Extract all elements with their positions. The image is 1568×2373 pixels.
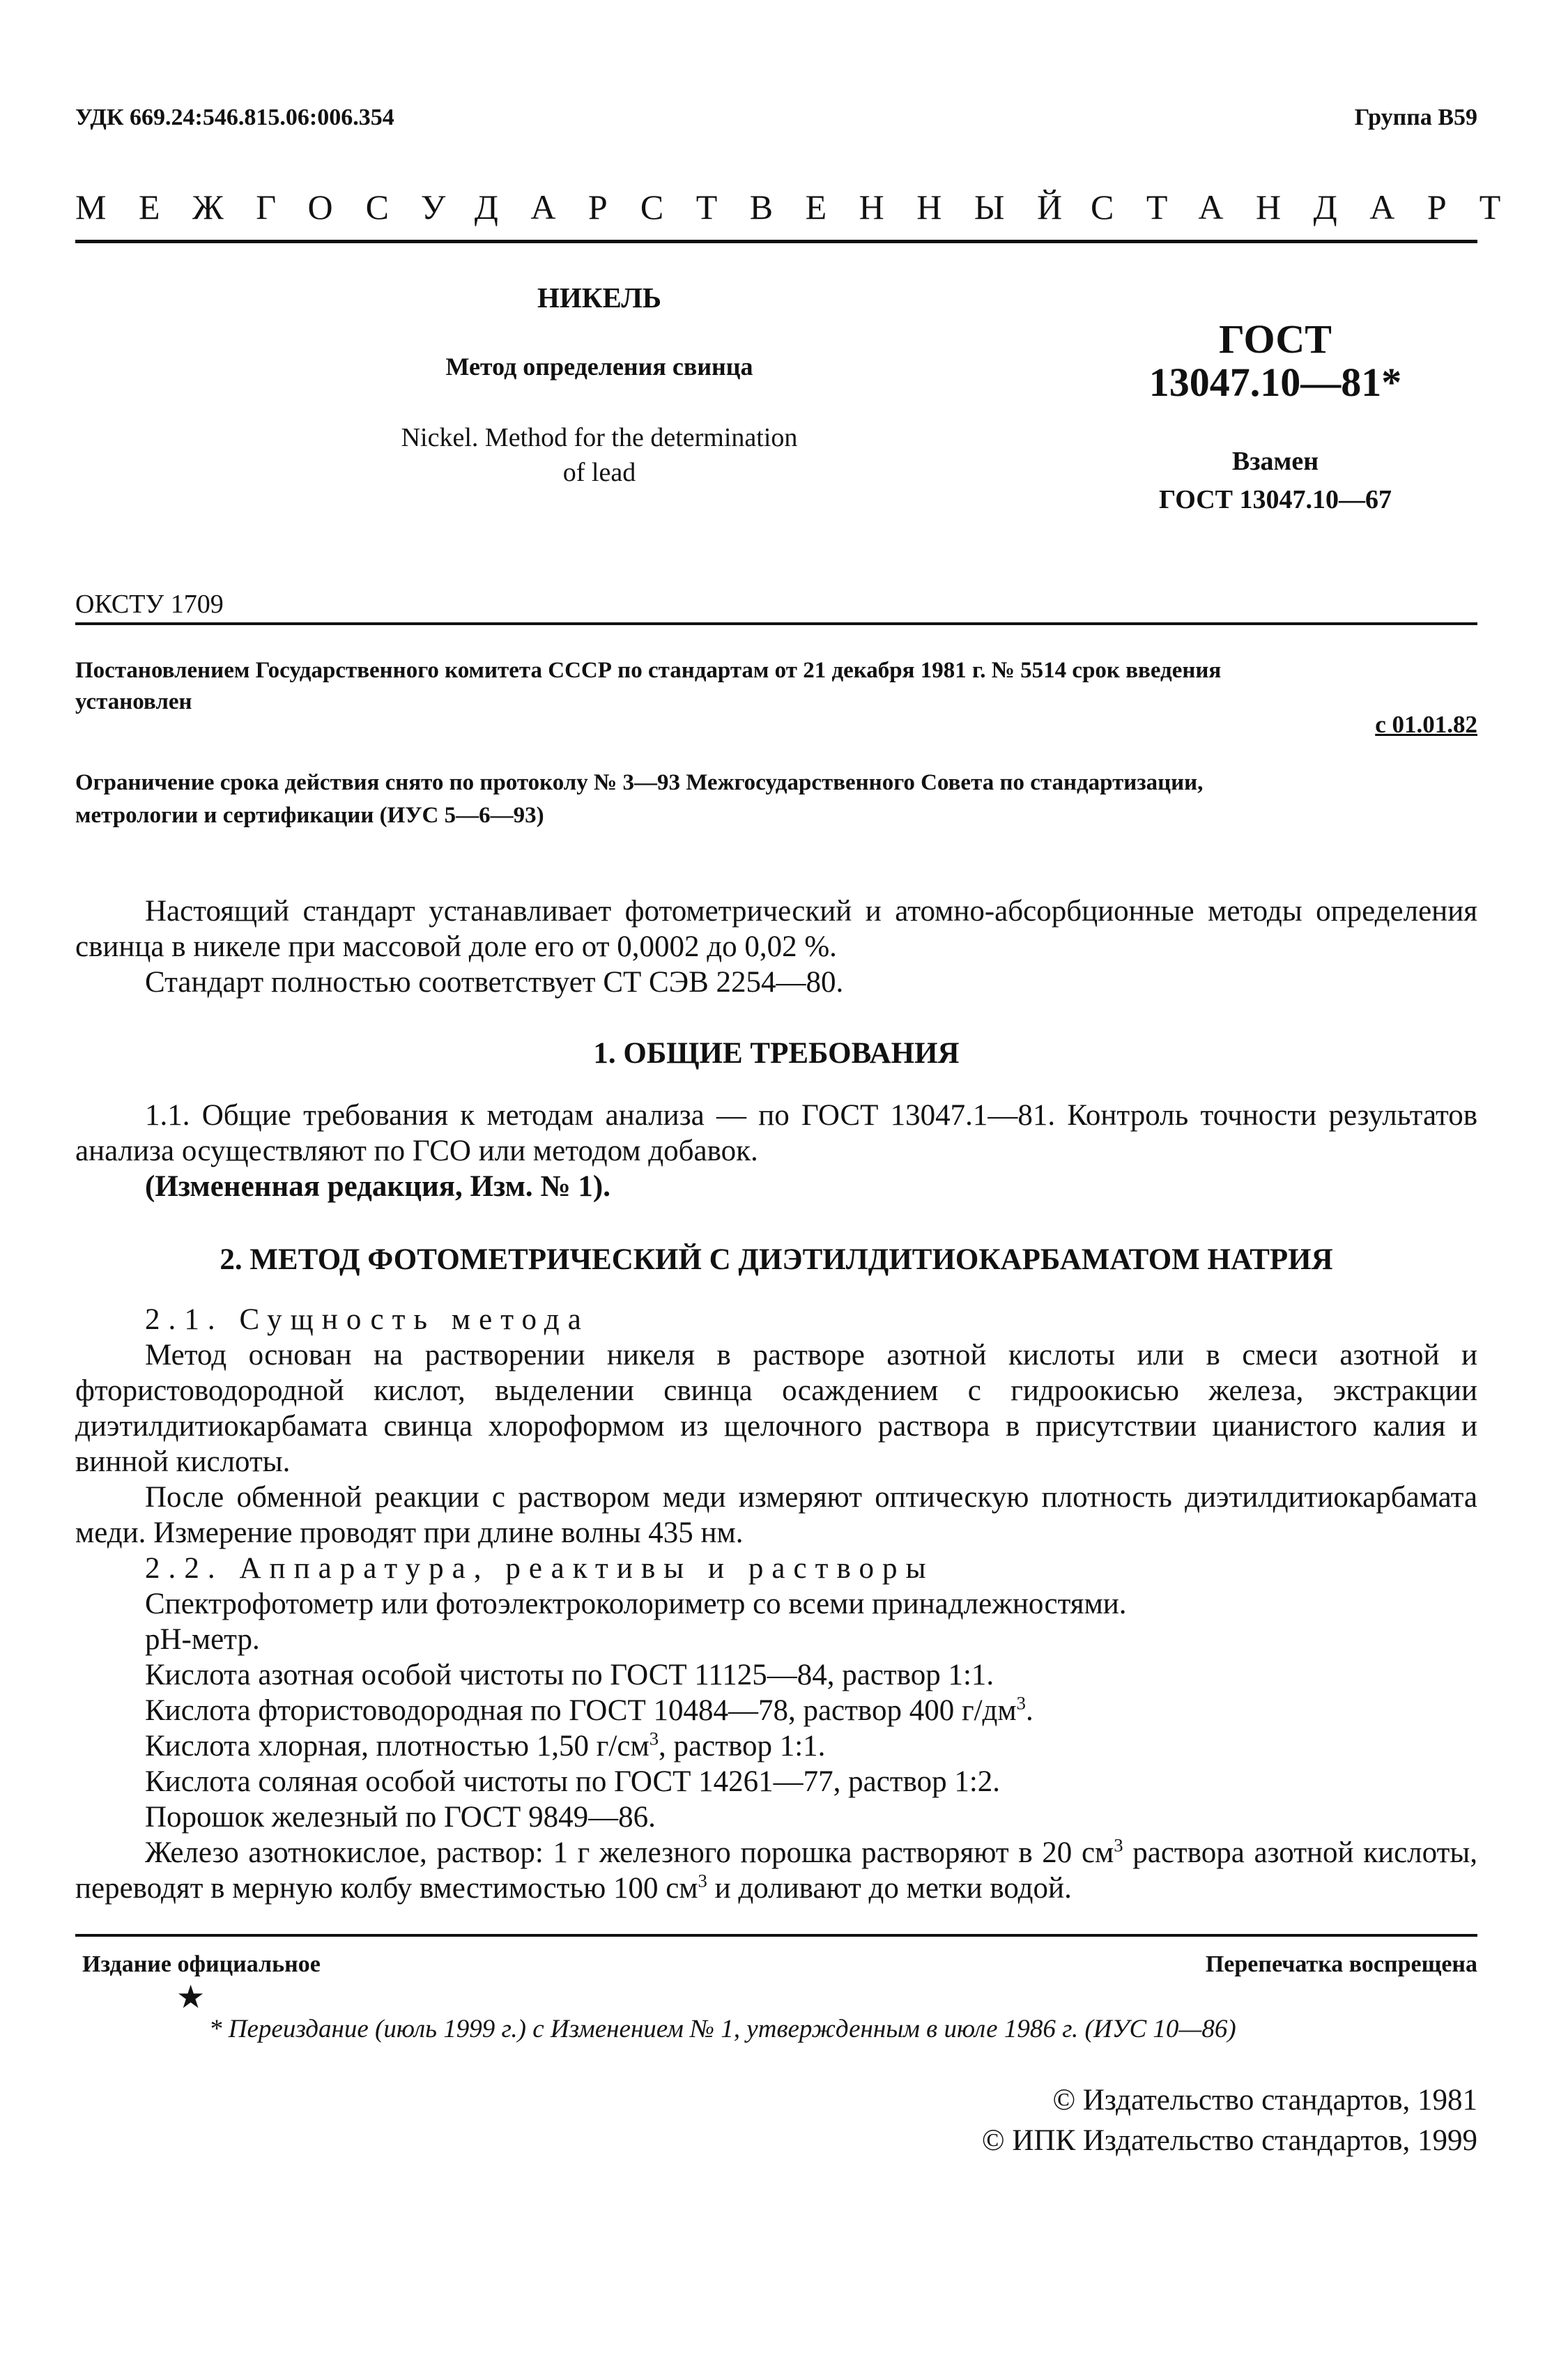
section2-body bbox=[75, 1302, 1477, 1906]
subsection-2-2-title: 2.2. Аппаратура, реактивы и растворы bbox=[145, 1552, 935, 1585]
star-icon: ★ bbox=[176, 1978, 206, 2015]
reagent-item: Спектрофотометр или фотоэлектроколориметр со всеми принадлежностями. bbox=[145, 1588, 1127, 1620]
decree-line2: установлен bbox=[75, 689, 192, 714]
replaces-label: Взамен bbox=[1231, 447, 1319, 476]
reissue-note: * Переиздание (июль 1999 г.) с Изменением № 1, утвержденным в июле 1986 г. (ИУС 10—86) bbox=[209, 2015, 1236, 2043]
iron-nitrate-solution bbox=[75, 1835, 1477, 1906]
copyright-1999: © ИПК Издательство стандартов, 1999 bbox=[981, 2124, 1477, 2157]
method-principle: Метод основан на растворении никеля в растворе азотной кислоты или в смеси азотной и фтористоводородной кислот, выделении свинца осаждением с гидроокисью железа, экстракции диэтилдитиокарбамата свинца хлороформом из щелочного раствора в присутствии цианистого калия и винной кислоты. bbox=[75, 1339, 1477, 1478]
banner-rule bbox=[75, 240, 1477, 243]
section1-amendment: (Измененная редакция, Изм. № 1). bbox=[145, 1170, 610, 1203]
reagent-item: Кислота азотная особой чистоты по ГОСТ 11125—84, раствор 1:1. bbox=[145, 1659, 994, 1691]
group-code: Группа В59 bbox=[1354, 105, 1477, 130]
restriction-line2: метрологии и сертификации (ИУС 5—6—93) bbox=[75, 803, 544, 828]
reagent-text: Кислота хлорная, плотностью 1,50 г/см bbox=[145, 1730, 650, 1763]
document-subtitle: Метод определения свинца bbox=[445, 353, 753, 381]
gost-label: ГОСТ bbox=[1219, 316, 1332, 362]
intro bbox=[75, 893, 1477, 1000]
reagent-item: рН-метр. bbox=[145, 1623, 260, 1656]
effective-date: с 01.01.82 bbox=[1375, 711, 1477, 738]
document-title: НИКЕЛЬ bbox=[537, 282, 661, 314]
oksu-code: ОКСТУ 1709 bbox=[75, 590, 224, 619]
reagent-item: Кислота соляная особой чистоты по ГОСТ 14261—77, раствор 1:2. bbox=[145, 1765, 1001, 1798]
decree-line1: Постановлением Государственного комитета СССР по стандартам от 21 декабря 1981 г. № 5514 срок введения bbox=[75, 658, 1222, 683]
reagent-text: Кислота фтористоводородная по ГОСТ 10484—78, раствор 400 г/дм bbox=[145, 1694, 1017, 1727]
decree-text bbox=[75, 655, 1477, 718]
subsection-2-1-title: 2.1. Сущность метода bbox=[145, 1303, 590, 1336]
iron-text: Железо азотнокислое, раствор: 1 г железного порошка растворяют в 20 см bbox=[145, 1836, 1114, 1869]
reagent-text: . bbox=[1025, 1694, 1033, 1727]
section2-heading: 2. МЕТОД ФОТОМЕТРИЧЕСКИЙ С ДИЭТИЛДИТИОКАРБАМАТОМ НАТРИЯ bbox=[220, 1243, 1333, 1276]
reprint-forbidden: Перепечатка воспрещена bbox=[1205, 1951, 1477, 1977]
intro-paragraph: Настоящий стандарт устанавливает фотометрический и атомно-абсорбционные методы определения свинца в никеле при массовой доле его от 0,0002 до 0,02 %. bbox=[75, 895, 1477, 963]
method-measurement: После обменной реакции с раствором меди измеряют оптическую плотность диэтилдитиокарбамата меди. Измерение проводят при длине волны 435 нм. bbox=[75, 1481, 1477, 1549]
english-title-line2: of lead bbox=[562, 458, 636, 487]
intro-compliance: Стандарт полностью соответствует СТ СЭВ 2254—80. bbox=[145, 966, 844, 999]
title-rule bbox=[75, 622, 1477, 625]
restriction-text bbox=[75, 767, 1477, 832]
iron-text: раствора азотной кислоты, переводят в мерную колбу вместимостью 100 см bbox=[75, 1836, 1478, 1905]
copyright-block bbox=[982, 2080, 1477, 2161]
official-edition: Издание официальное bbox=[82, 1951, 321, 1977]
banner-interstate: МЕЖГОСУДАРСТВЕННЫЙ bbox=[75, 187, 1095, 226]
section1-heading: 1. ОБЩИЕ ТРЕБОВАНИЯ bbox=[593, 1037, 960, 1070]
udc-code: УДК 669.24:546.815.06:006.354 bbox=[75, 105, 394, 130]
section1-paragraph: 1.1. Общие требования к методам анализа — по ГОСТ 13047.1—81. Контроль точности результатов анализа осуществляют по ГСО или методом добавок. bbox=[75, 1099, 1477, 1167]
footer-rule bbox=[75, 1934, 1477, 1937]
reagent-text: , раствор 1:1. bbox=[659, 1730, 826, 1763]
gost-number: 13047.10—81* bbox=[1148, 360, 1402, 405]
superscript: 3 bbox=[698, 1870, 707, 1891]
reagent-item: Порошок железный по ГОСТ 9849—86. bbox=[145, 1801, 656, 1834]
superscript: 3 bbox=[1114, 1834, 1123, 1856]
superscript: 3 bbox=[649, 1728, 659, 1749]
restriction-line1: Ограничение срока действия снято по протоколу № 3—93 Межгосударственного Совета по стандартизации, bbox=[75, 770, 1204, 795]
section1-body bbox=[75, 1098, 1477, 1204]
reagent-item bbox=[75, 1693, 1477, 1728]
banner-standard: СТАНДАРТ bbox=[1091, 187, 1533, 226]
superscript: 3 bbox=[1016, 1692, 1026, 1714]
copyright-1981: © Издательство стандартов, 1981 bbox=[1052, 2084, 1477, 2117]
replaces-number: ГОСТ 13047.10—67 bbox=[1158, 485, 1392, 514]
iron-text: и доливают до метки водой. bbox=[707, 1872, 1072, 1905]
reagent-item bbox=[75, 1728, 1477, 1764]
english-title-line1: Nickel. Method for the determination bbox=[401, 423, 798, 452]
english-title bbox=[328, 420, 871, 490]
